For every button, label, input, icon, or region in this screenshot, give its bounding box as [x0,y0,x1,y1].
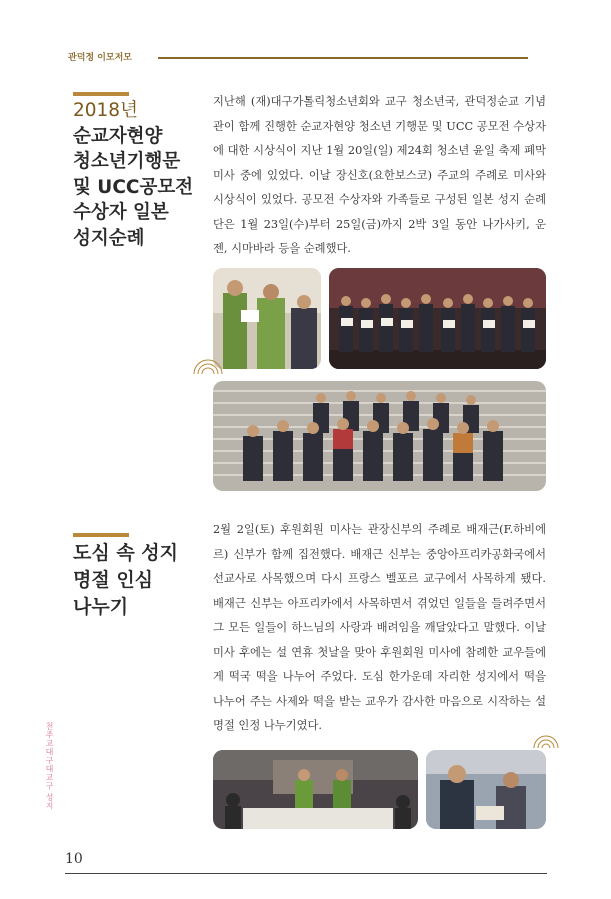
page-number: 10 [65,851,83,867]
section1-bar [73,92,129,96]
section2-title-line: 나누기 [73,595,129,618]
section1-body: 지난해 (재)대구가톨릭청소년회와 교구 청소년국, 관덕정순교 기념관이 함께 진행한 순교자현양 청소년 기행문 및 UCC 공모전 수상자에 대한 시상식이 지난 1월 20일(일) 제24회 청소년 윤일 축제 폐막 미사 중에 있었다. 이날 장신호(요한보스코) 주교의 주례로 미사와 시상식이 있었다. 공모전 수상자와 가족들로 구성된 일본 성지 순례단은 1월 23일(수)부터 25일(금)까지 2박 3일 동안 나가사키, 운젠, 시마바라 등을 순례했다. [213,95,546,255]
photo-group-stage [329,268,546,369]
section1-title-line: 순교자현양 [73,125,163,147]
header-rule [158,57,528,59]
photo-pilgrimage-group [213,381,546,491]
section1-title-line: 성지순례 [73,227,145,249]
wave-ornament-icon [192,359,224,375]
photo-rice-cake-sharing [426,750,546,829]
footer-rule [65,873,547,874]
photo-mass-celebration [213,750,418,829]
header-label: 관덕정 이모저모 [68,53,132,63]
side-label: 천주교대구대교구 성지 [45,722,54,811]
photo-award-ceremony [213,268,321,369]
section1-title-line: 및 UCC공모전 [73,176,194,198]
section2-bar [73,533,129,537]
section2-body: 2월 2일(토) 후원회원 미사는 관장신부의 주례로 배재근(F.하비에르) 신부가 함께 집전했다. 배재근 신부는 중앙아프리카공화국에서 선교사로 사목했으며 다시 프랑스 벨포르 교구에서 사목하게 됐다. 배재근 신부는 아프리카에서 사목하면서 겪었던 일들을 들려주면서 그 모든 일들이 하느님의 사랑과 배려임을 깨달았다고 말했다. 이날 미사 후에는 설 연휴 첫날을 맞아 후원회원 미사에 참례한 교우들에게 떡국 떡을 나누어 주었다. 도심 한가운데 자리한 성지에서 떡을 나누어 주는 사제와 떡을 받는 교우가 감사한 마음으로 시작하는 설 명절 인정 나누기였다. [213,523,546,732]
section1-title-line: 수상자 일본 [73,202,169,224]
section2-title [73,540,178,621]
section1-title-line: 청소년기행문 [73,151,181,173]
wave-ornament-icon [532,735,560,749]
section2-title-line: 도심 속 성지 [73,542,178,564]
section1-title [73,98,193,251]
section1-year: 2018년 [73,100,138,121]
section2-title-line: 명절 인심 [73,568,154,591]
